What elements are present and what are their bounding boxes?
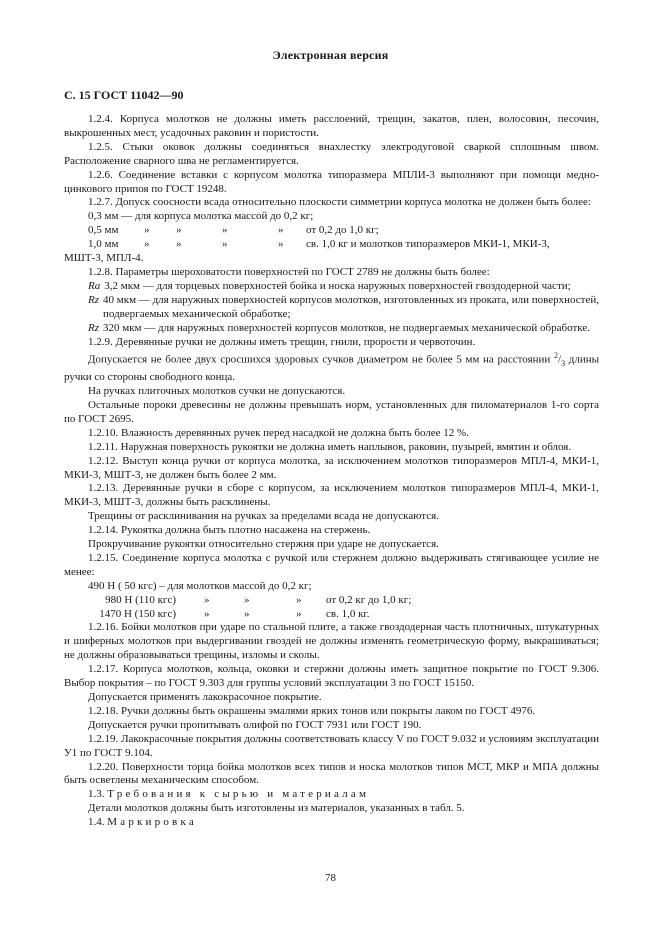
page-reference: С. 15 ГОСТ 11042—90 — [64, 88, 184, 102]
page-number: 78 — [325, 872, 336, 884]
paragraph-materials: Детали молотков должны быть изготовлены из материалов, указанных в табл. 5. — [88, 802, 465, 815]
roughness-item — [64, 294, 599, 322]
ditto-mark: » — [244, 593, 250, 606]
paragraph-tile-knots: На ручках плиточных молотков сучки не допускаются. — [88, 385, 346, 398]
paragraph-1-2-6: 1.2.6. Соединение вставки с корпусом молотка типоразмера МПЛИ-3 выполняют при помощи медно-цинкового припоя по ГОСТ 19248. — [64, 168, 599, 195]
paragraph-1-2-12: 1.2.12. Выступ конца ручки от корпуса молотка, за исключением молотков типоразмеров МПЛ-4, МКИ-1, МКИ-3, МШТ-3, не должен быть более 2 мм. — [64, 454, 599, 481]
paragraph-1-2-5: 1.2.5. Стыки оковок должны соединяться внахлестку электродуговой сваркой сплошным швом. Расположение сварного шва не регламентируется. — [64, 140, 599, 167]
force-text: 490 Н ( 50 кгс) – для молотков массой до 0,2 кг; — [88, 579, 312, 592]
fraction-denominator: 3 — [561, 359, 566, 369]
knots-text-b: длины ручки со стороны свободного конца. — [64, 354, 600, 384]
section-number: 1.3. — [88, 788, 105, 801]
paragraph-1-2-17: 1.2.17. Корпуса молотков, кольца, оковки и стержни должны иметь защитное покрытие по ГОСТ 9.306. Выбор покрытия – по ГОСТ 9.303 для группы условий эксплуатации 3 по ГОСТ 15150. — [64, 663, 599, 690]
tolerance-text: 0,3 мм — для корпуса молотка массой до 0,2 кг; — [88, 210, 314, 223]
paragraph-1-2-20: 1.2.20. Поверхности торца бойка молотков всех типов и носка молотков типов МСТ, МКР и МПА должны быть осветлены механическим способом. — [64, 760, 599, 787]
tolerance-row — [64, 238, 599, 252]
force-text: от 0,2 кг до 1,0 кг; — [326, 593, 412, 606]
paragraph-1-2-4: 1.2.4. Корпуса молотков не должны иметь расслоений, трещин, закатов, плен, волосовин, песочин, выкрошенных мест, усадочных раковин и пористости. — [64, 113, 599, 139]
page-header: Электронная версия — [272, 48, 389, 62]
section-title: Маркировка — [107, 816, 197, 829]
ditto-mark: » — [176, 224, 182, 237]
ditto-mark: » — [244, 607, 250, 620]
paragraph-1-2-10: 1.2.10. Влажность деревянных ручек перед насадкой не должна быть более 12 %. — [88, 426, 469, 439]
roughness-text: 320 мкм — для наружных поверхностей корпусов молотков, не подвергаемых механической обработке. — [103, 321, 590, 334]
ditto-mark: » — [296, 607, 302, 620]
ditto-mark: » — [144, 224, 150, 237]
roughness-item — [64, 322, 599, 336]
tolerance-text: от 0,2 до 1,0 кг; — [306, 224, 379, 237]
section-title: Требования к сырью и материалам — [107, 788, 370, 801]
roughness-text: 3,2 мкм — для торцевых поверхностей бойка и носка наружных поверхностей гвоздодерной части; — [104, 279, 571, 292]
ditto-mark: » — [176, 238, 182, 251]
force-row — [64, 580, 599, 594]
ditto-mark: » — [222, 224, 228, 237]
force-value: 1470 Н (150 кгс) — [99, 607, 176, 620]
tolerance-row — [64, 224, 599, 238]
tolerance-value: 0,5 мм — [88, 224, 119, 237]
paragraph-knots: Допускается не более двух сросшихся здоровых сучков диаметром не более 5 мм на расстоянии $^2/_3$ длины ручки со стороны свободного конца. — [64, 351, 600, 384]
paragraph-olifa: Допускается ручки пропитывать олифой по ГОСТ 7931 или ГОСТ 190. — [88, 718, 422, 731]
paragraph-1-2-14: 1.2.14. Рукоятка должна быть плотно насажена на стержень. — [88, 524, 371, 537]
roughness-text: 40 мкм — для наружных поверхностей корпусов молотков, изготовленных из проката, или поверхностей, подвергаемых механической обработке; — [103, 293, 599, 320]
roughness-symbol: Rz — [88, 293, 99, 306]
ditto-mark: » — [222, 238, 228, 251]
paragraph-1-2-19: 1.2.19. Лакокрасочные покрытия должны соответствовать классу V по ГОСТ 9.032 и условиям эксплуатации У1 по ГОСТ 9.104. — [64, 732, 599, 759]
paragraph-paint: Допускается применять лакокрасочное покрытие. — [88, 691, 322, 703]
paragraph-1-2-9: 1.2.9. Деревянные ручки не должны иметь трещин, гнили, прорости и червоточин. — [88, 335, 476, 348]
force-value: 980 Н (110 кгс) — [105, 593, 176, 606]
paragraph-1-2-11: 1.2.11. Наружная поверхность рукоятки не должна иметь наплывов, раковин, пузырей, вмятин и облоя. — [88, 440, 572, 453]
paragraph-1-2-8: 1.2.8. Параметры шероховатости поверхностей по ГОСТ 2789 не должны быть более: — [88, 265, 490, 278]
paragraph-wood-defects: Остальные пороки древесины не должны превышать норм, установленных для пиломатериалов 1-го сорта по ГОСТ 2695. — [64, 398, 599, 425]
paragraph-cracks: Трещины от расклинивания на ручках за пределами всада не допускаются. — [88, 510, 439, 523]
ditto-mark: » — [278, 224, 284, 237]
roughness-symbol: Ra — [88, 279, 101, 292]
section-1-4-heading — [64, 816, 599, 830]
section-1-3-heading — [64, 788, 599, 802]
ditto-mark: » — [296, 593, 302, 606]
force-row — [64, 608, 599, 622]
section-number: 1.4. — [88, 816, 105, 829]
tolerance-text: св. 1,0 кг и молотков типоразмеров МКИ-1, МКИ-3, — [306, 238, 550, 251]
document-body — [64, 113, 599, 830]
roughness-symbol: Rz — [88, 321, 99, 334]
knots-text-a: Допускается не более двух сросшихся здоровых сучков диаметром не более 5 мм на расстоянии — [88, 354, 551, 367]
tolerance-value: 1,0 мм — [88, 238, 119, 251]
paragraph-1-2-16: 1.2.16. Бойки молотков при ударе по стальной плите, а также гвоздодерная часть плотничных, штукатурных и шиферных молотков при выдергивании гвоздей не должны изменять геометрическую форму, выкрашиваться; не должны образовываться трещины, изломы и сколы. — [64, 621, 599, 662]
paragraph-1-2-7: 1.2.7. Допуск соосности всада относительно плоскости симметрии корпуса молотка не должен быть более: — [88, 196, 591, 209]
ditto-mark: » — [204, 607, 210, 620]
tolerance-list — [64, 210, 599, 266]
force-list — [64, 580, 599, 622]
paragraph-1-2-18: 1.2.18. Ручки должны быть окрашены эмалями ярких тонов или покрыты лаком по ГОСТ 4976. — [88, 704, 536, 717]
paragraph-1-2-15: 1.2.15. Соединение корпуса молотка с ручкой или стержнем должно выдерживать стягивающее усилие не менее: — [64, 551, 599, 578]
roughness-item — [64, 280, 599, 294]
tolerance-row — [64, 210, 599, 224]
ditto-mark: » — [144, 238, 150, 251]
tolerance-continuation: МШТ-3, МПЛ-4. — [64, 252, 144, 265]
paragraph-1-2-13: 1.2.13. Деревянные ручки в сборе с корпусом, за исключением молотков типоразмеров МПЛ-4, МКИ-1, МКИ-3, МШТ-3, должны быть расклинены. — [64, 482, 599, 509]
force-text: св. 1,0 кг. — [326, 607, 370, 620]
fraction-numerator: 2 — [554, 351, 559, 361]
ditto-mark: » — [278, 238, 284, 251]
ditto-mark: » — [204, 593, 210, 606]
force-row — [64, 594, 599, 608]
paragraph-rotation: Прокручивание рукоятки относительно стержня при ударе не допускается. — [88, 538, 439, 551]
